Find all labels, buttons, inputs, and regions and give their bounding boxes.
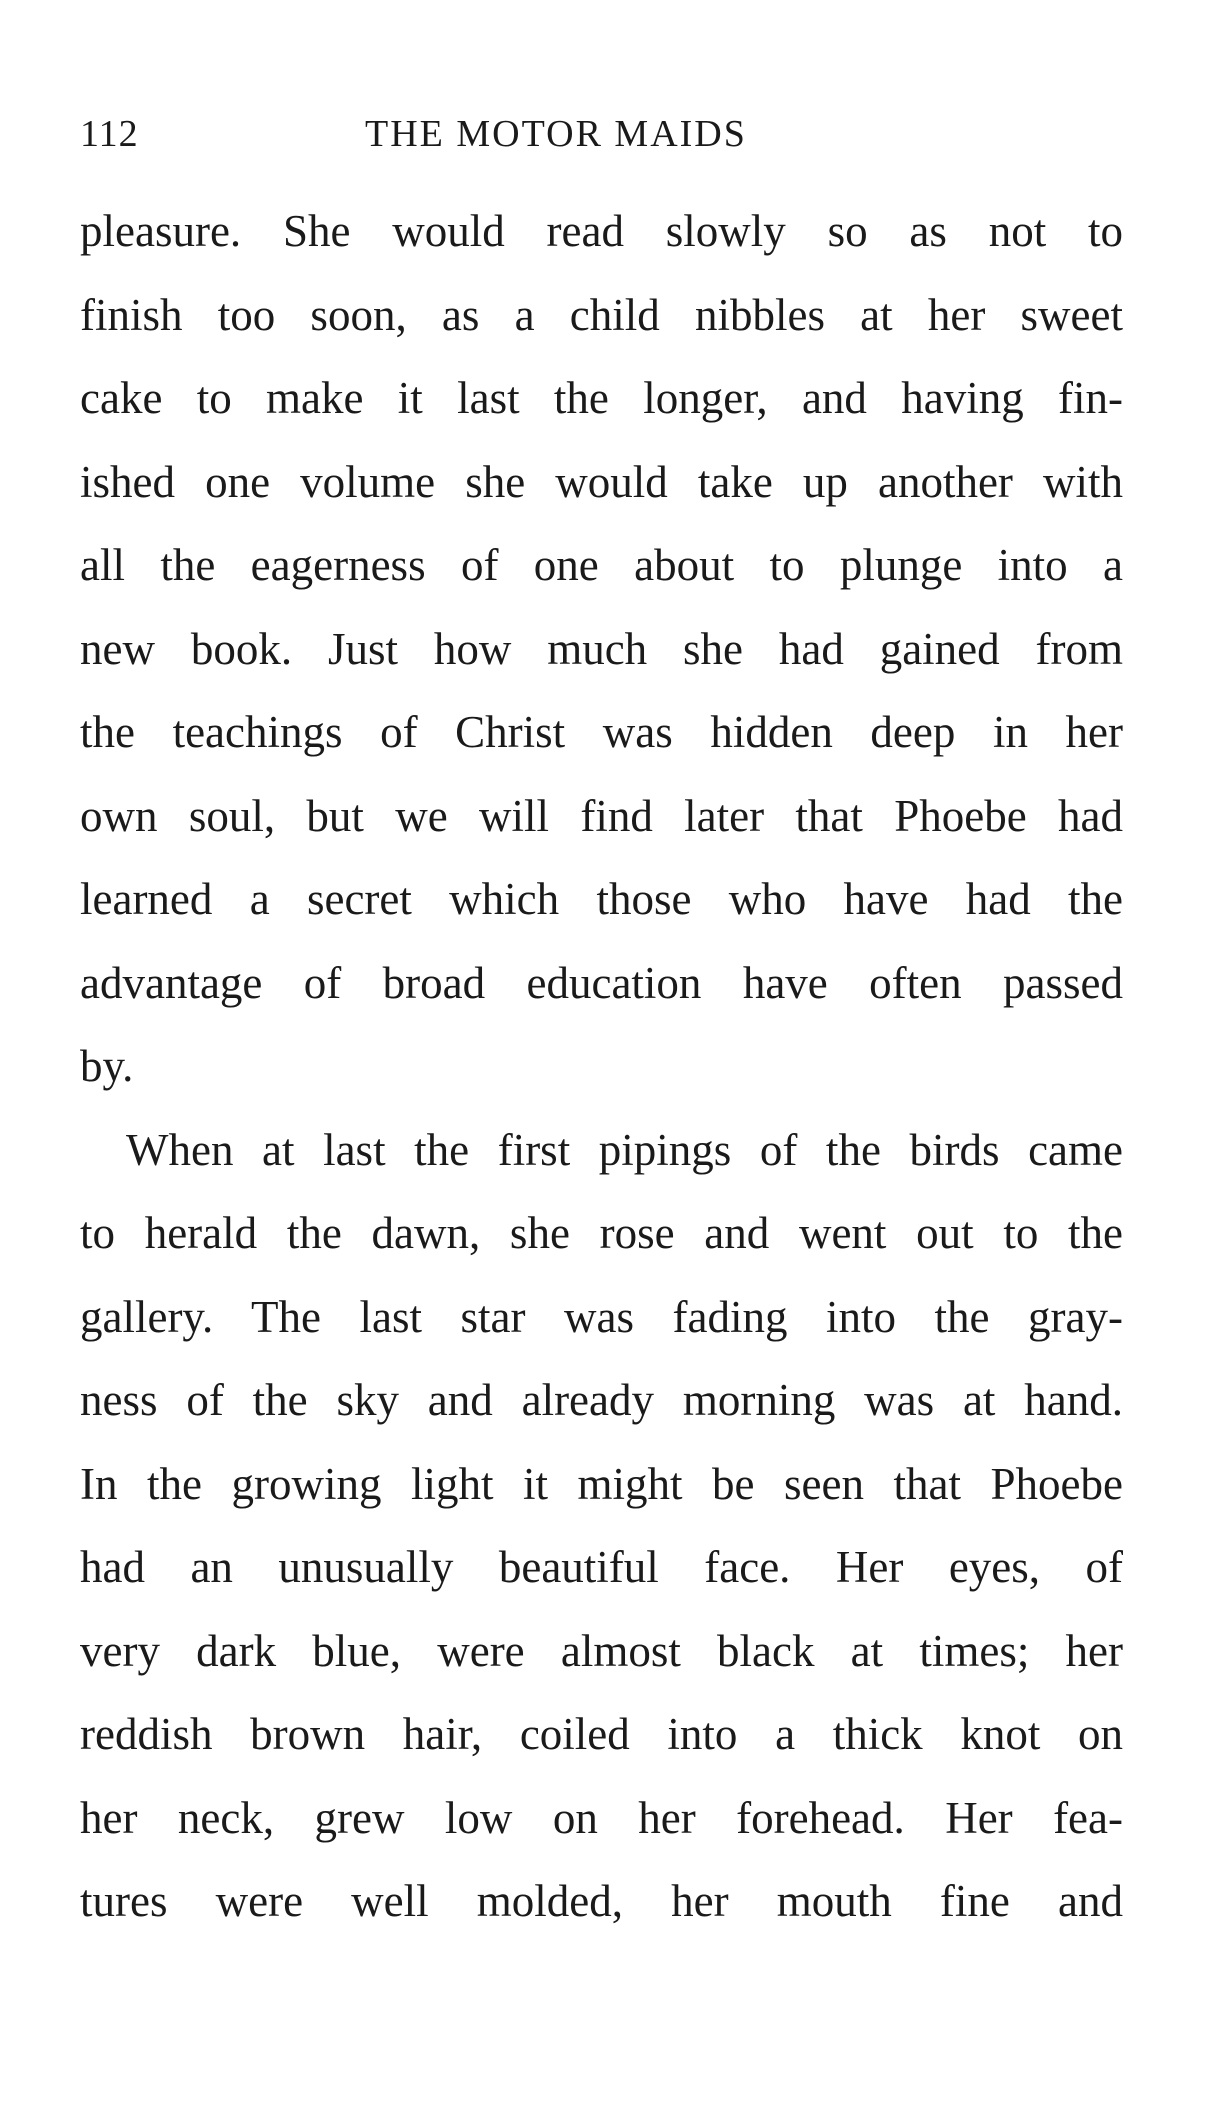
text-line: When at last the first pipings of the birds came: [126, 1124, 1123, 1175]
running-head: [80, 112, 1120, 162]
text-line: own soul, but we will find later that Phoebe had: [80, 790, 1123, 841]
page-number: 112: [80, 113, 139, 155]
text-line: finish too soon, as a child nibbles at her sweet: [80, 289, 1123, 340]
paragraph-2: [80, 1109, 1123, 1944]
text-line: the teachings of Christ was hidden deep in her: [80, 707, 1123, 757]
text-line: had an unusually beautiful face. Her eyes, of: [80, 1542, 1123, 1592]
text-line: ished one volume she would take up another with: [80, 456, 1123, 507]
text-line: reddish brown hair, coiled into a thick knot on: [80, 1709, 1123, 1759]
text-line: pleasure. She would read slowly so as not to: [80, 206, 1123, 256]
body-text: [80, 190, 1123, 1944]
text-line: gallery. The last star was fading into the gray-: [80, 1291, 1123, 1342]
text-line: In the growing light it might be seen that Phoebe: [80, 1458, 1123, 1509]
text-line: her neck, grew low on her forehead. Her fea-: [80, 1792, 1123, 1843]
text-line: ness of the sky and already morning was at hand.: [80, 1375, 1123, 1425]
text-line: advantage of broad education have often passed: [80, 957, 1123, 1008]
paragraph-1: [80, 190, 1123, 1109]
text-line: all the eagerness of one about to plunge into a: [80, 540, 1123, 590]
running-title: THE MOTOR MAIDS: [365, 113, 747, 155]
text-line: to herald the dawn, she rose and went out to the: [80, 1208, 1123, 1258]
text-line: by.: [80, 1041, 134, 1091]
text-line: new book. Just how much she had gained from: [80, 623, 1123, 674]
text-line: learned a secret which those who have had the: [80, 874, 1123, 924]
text-line: tures were well molded, her mouth fine and: [80, 1876, 1123, 1926]
text-line: very dark blue, were almost black at times; her: [80, 1625, 1123, 1676]
text-line: cake to make it last the longer, and having fin-: [80, 373, 1123, 423]
